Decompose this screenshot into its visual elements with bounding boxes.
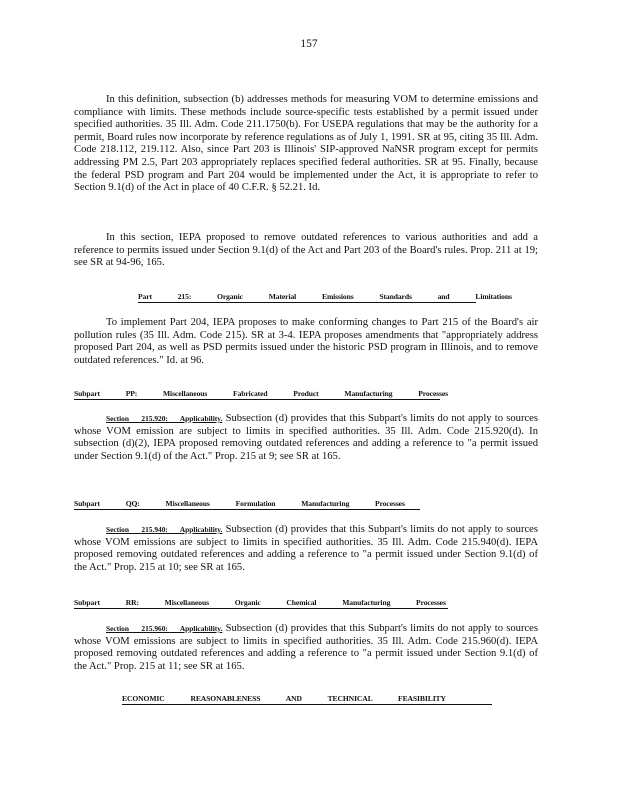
- heading-subpart-pp: Subpart PP: Miscellaneous Fabricated Product Manufacturing Processes: [74, 389, 448, 398]
- paragraph-text: Subsection (d) provides that this Subpart's limits do not apply to sources whose VOM emissions are subject to limits in specified authorities. 35 Ill. Adm. Code 215.940(d). IEPA proposed removing outdated references and adding a reference to "a permit issued under Section 9.1(d) of the Act." Prop. 215 at 10; see SR at 165.: [74, 524, 538, 573]
- paragraph-subpart-pp: [74, 413, 538, 463]
- paragraph-text: In this definition, subsection (b) addresses methods for measuring VOM to determine emissions and compliance with limits. These methods include source-specific tests established by a permit issued under specified authorities. 35 Ill. Adm. Code 211.1750(b). For USEPA regulations that may be the authority for a permit, Board rules now incorporate by reference regulations as of July 1, 1991. SR at 95, citing 35 Ill. Adm. Code 218.112, 219.112. Also, since Part 203 is Illinois' SIP-approved NaNSR program except for permits addressing PM 2.5, Part 203 appropriately replaces specified federal authorities. SR at 95. Finally, because the federal PSD program and Part 204 would be implemented under the Act, it is appropriate to refer to Section 9.1(d) of the Act in place of 40 C.F.R. § 52.21. Id.: [74, 94, 538, 194]
- paragraph-text: Subsection (d) provides that this Subpart's limits do not apply to sources whose VOM emissions are subject to limits in specified authorities. 35 Ill. Adm. Code 215.960(d). IEPA proposed removing outdated references and adding a reference to "a permit issued under Section 9.1(d) of the Act." Prop. 215 at 11; see SR at 165.: [74, 623, 538, 672]
- section-heading-215-920: Section 215.920: Applicability.: [106, 414, 223, 423]
- paragraph-definition: [74, 94, 538, 195]
- section-heading-215-940: Section 215.940: Applicability.: [106, 525, 223, 534]
- heading-subpart-qq: Subpart QQ: Miscellaneous Formulation Manufacturing Processes: [74, 499, 420, 510]
- paragraph-subpart-qq: [74, 524, 538, 574]
- paragraph-subpart-rr: [74, 623, 538, 673]
- paragraph-text: To implement Part 204, IEPA proposes to make conforming changes to Part 215 of the Board's air pollution rules (35 Ill. Adm. Code 215). SR at 3-4. IEPA proposes amendments that "appropriately address proposed Part 204, as well as PSD permits issued under the historic PSD program in Illinois, and to remove outdated references." Id. at 96.: [74, 317, 538, 366]
- paragraph-part-215: [74, 317, 538, 367]
- paragraph-text: Subsection (d) provides that this Subpart's limits do not apply to sources whose VOM emission are subject to limits in specified authorities. 35 Ill. Adm. Code 215.920(d). In subsection (d)(2), IEPA proposed removing outdated references and adding a reference to "a permit issued under Section 9.1(d) of the Act." Prop. 215 at 9; see SR at 165.: [74, 413, 538, 462]
- heading-subpart-rr: Subpart RR: Miscellaneous Organic Chemical Manufacturing Processes: [74, 598, 448, 609]
- paragraph-text: In this section, IEPA proposed to remove outdated references to various authorities and add a reference to permits issued under Section 9.1(d) of the Act and Part 203 of the Board's rules. Prop. 211 at 19; see SR at 94-96, 165.: [74, 232, 538, 269]
- page-number: 157: [300, 38, 318, 50]
- heading-economic-reasonableness: ECONOMIC REASONABLENESS AND TECHNICAL FEASIBILITY: [122, 694, 492, 705]
- section-heading-215-960: Section 215.960: Applicability.: [106, 624, 223, 633]
- paragraph-section-proposal: [74, 232, 538, 270]
- heading-part-215: Part 215: Organic Material Emissions Standards and Limitations: [138, 292, 512, 301]
